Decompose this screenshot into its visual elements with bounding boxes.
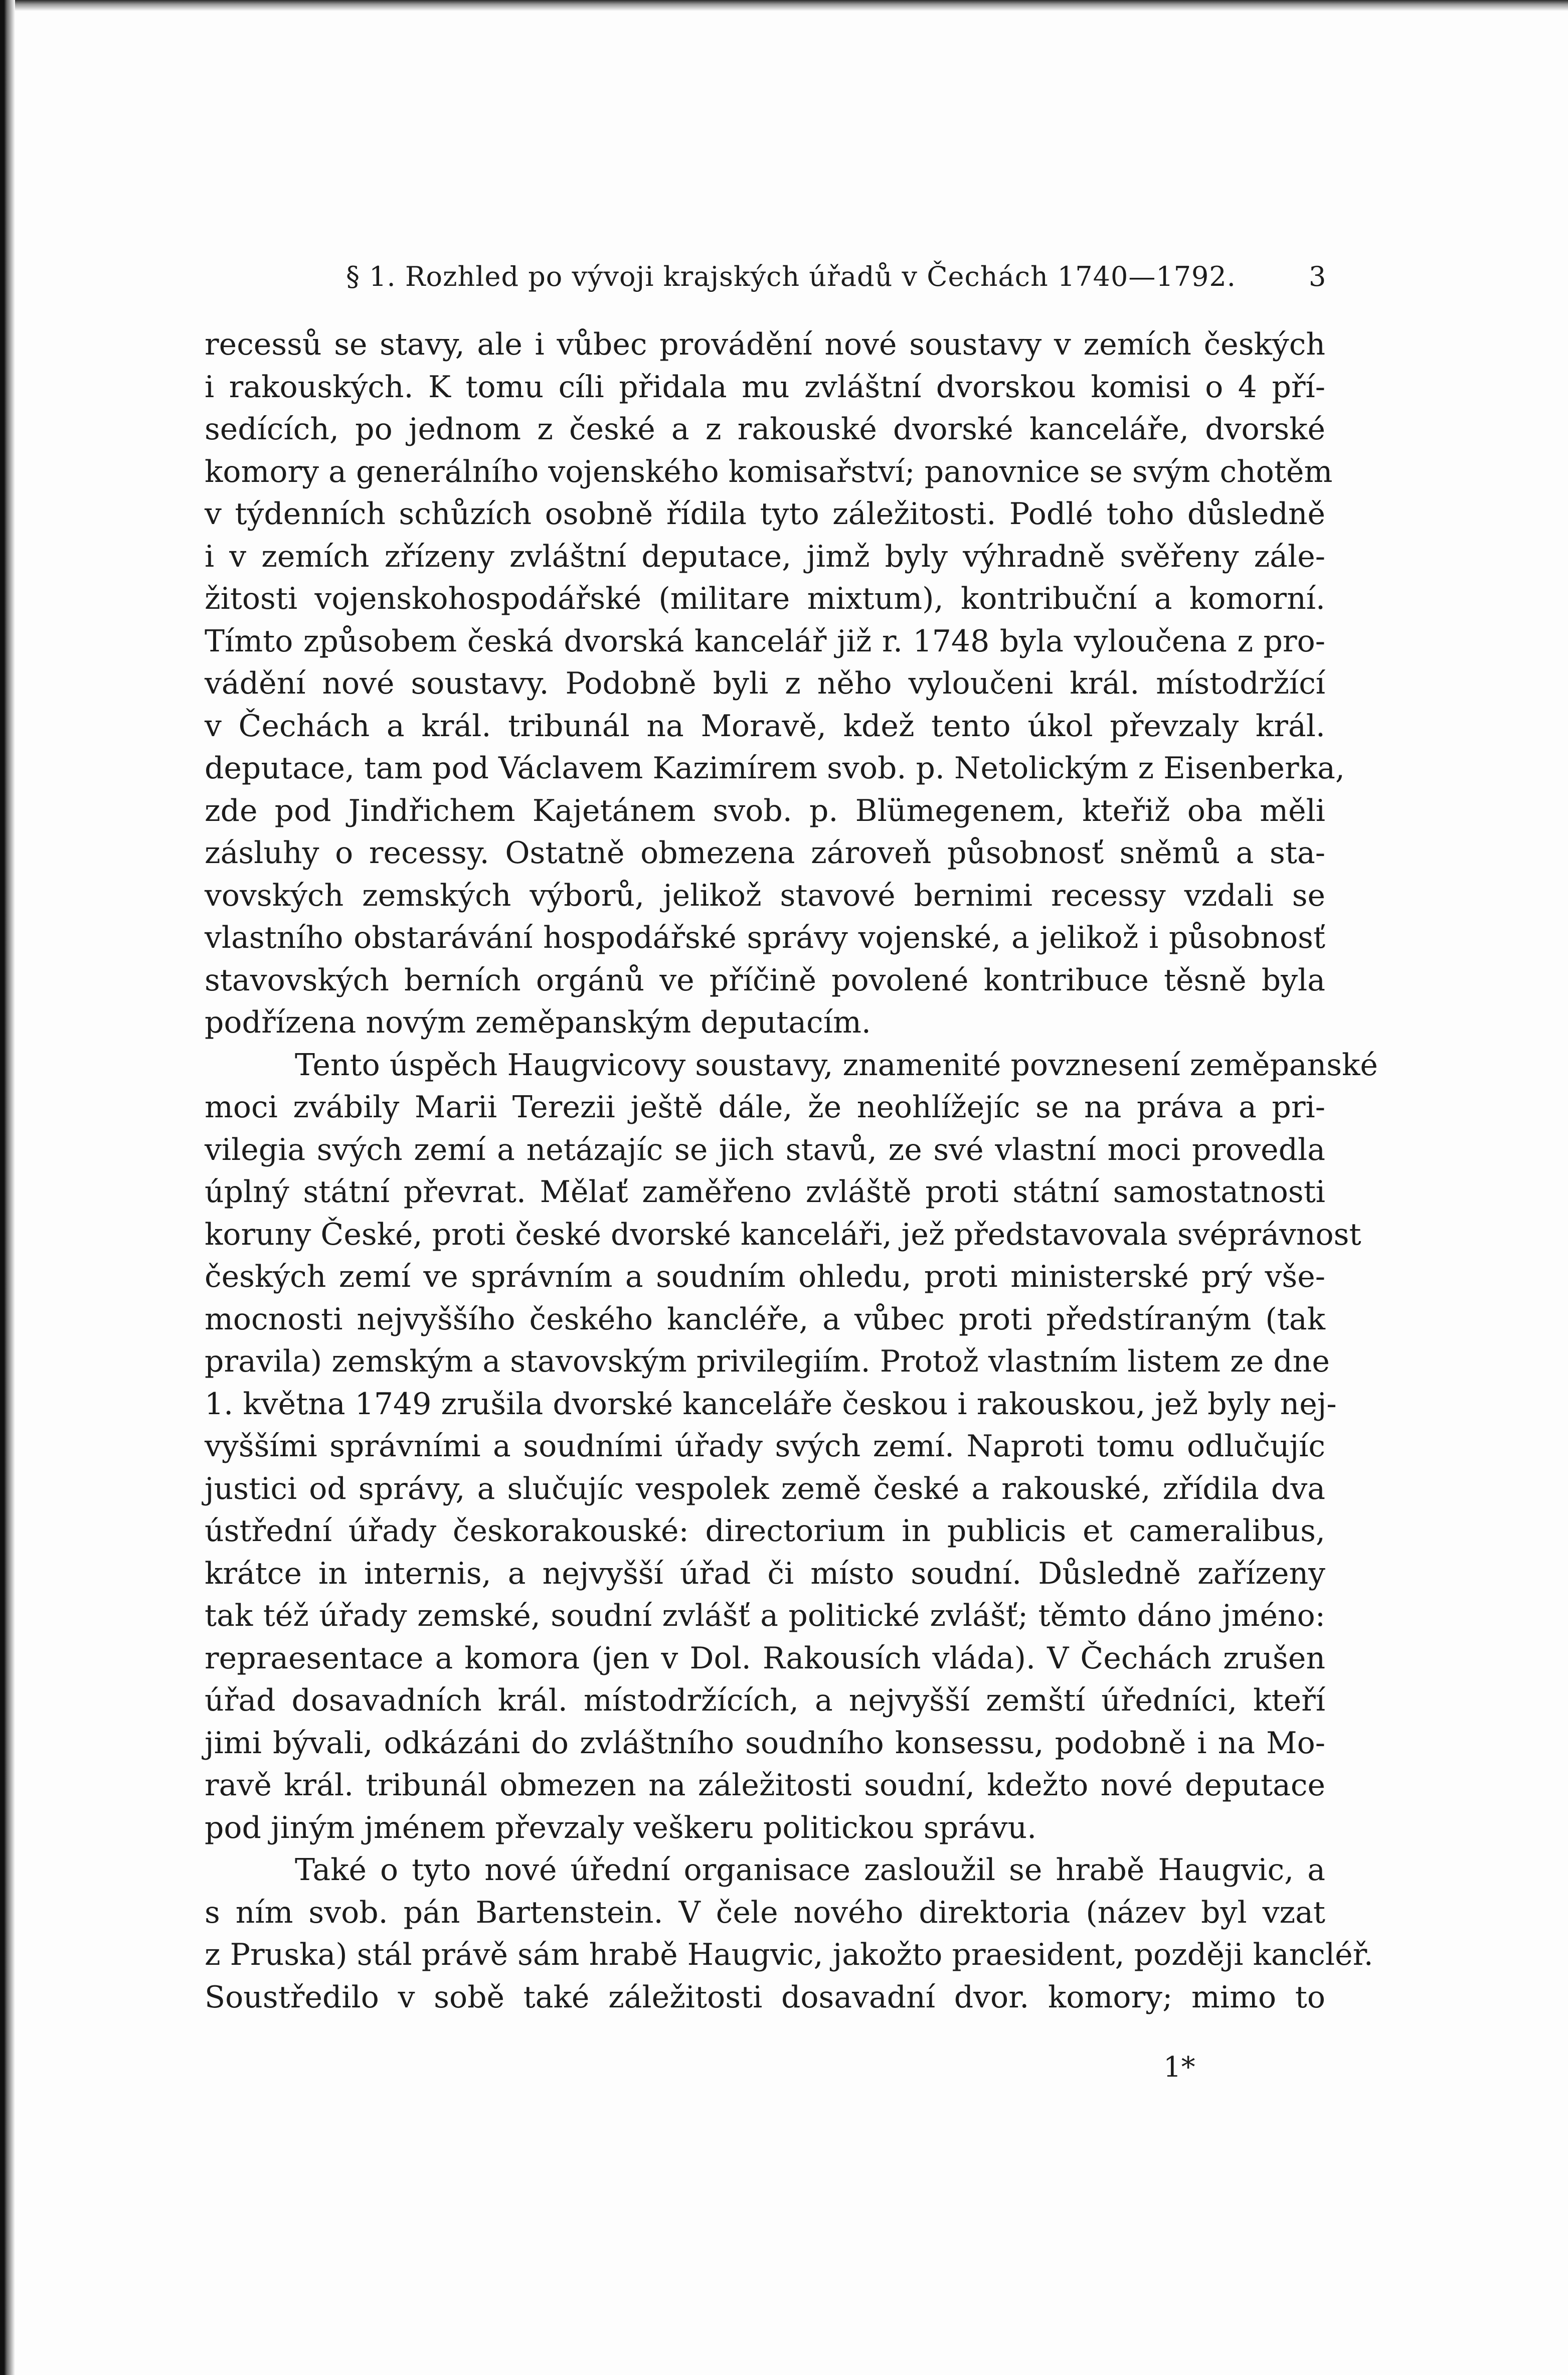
scan-top-edge: [0, 0, 1568, 11]
page-number: 3: [1309, 261, 1326, 292]
text-line: repraesentace a komora (jen v Dol. Rakousích vláda). V Čechách zrušen: [205, 1640, 1325, 1676]
text-line: krátce in internis, a nejvyšší úřad či místo soudní. Důsledně zařízeny: [205, 1556, 1325, 1591]
text-line: ústřední úřady českorakouské: directorium in publicis et cameralibus,: [205, 1513, 1325, 1549]
text-line: deputace, tam pod Václavem Kazimírem svob. p. Netolickým z Eisenberka,: [205, 751, 1345, 786]
text-line: vyššími správními a soudními úřady svých zemí. Naproti tomu odlučujíc: [205, 1429, 1325, 1464]
text-line: úřad dosavadních král. místodržících, a nejvyšší zemští úředníci, kteří: [205, 1683, 1325, 1718]
text-line: Také o tyto nové úřední organisace zasloužil se hrabě Haugvic, a: [295, 1852, 1325, 1888]
text-line: žitosti vojenskohospodářské (militare mixtum), kontribuční a komorní.: [205, 581, 1325, 616]
text-line: moci zvábily Marii Terezii ještě dále, že neohlížejíc se na práva a pri-: [205, 1090, 1325, 1125]
text-line: komory a generálního vojenského komisařství; panovnice se svým chotěm: [205, 454, 1333, 489]
text-line: i v zemích zřízeny zvláštní deputace, jimž byly výhradně svěřeny zále-: [205, 539, 1325, 574]
text-line: s ním svob. pán Bartenstein. V čele nového direktoria (název byl vzat: [205, 1895, 1325, 1930]
text-line: v Čechách a král. tribunál na Moravě, kdež tento úkol převzaly král.: [205, 708, 1325, 744]
text-line: vilegia svých zemí a netázajíc se jich stavů, ze své vlastní moci provedla: [205, 1132, 1325, 1167]
text-line: podřízena novým zeměpanským deputacím.: [205, 1005, 871, 1040]
text-line: Tímto způsobem česká dvorská kancelář již r. 1748 byla vyloučena z pro-: [205, 623, 1325, 659]
text-line: koruny České, proti české dvorské kanceláři, jež představovala svéprávnost: [205, 1217, 1361, 1252]
text-line: mocnosti nejvyššího českého kancléře, a vůbec proti předstíraným (tak: [205, 1301, 1325, 1337]
text-line: z Pruska) stál právě sám hrabě Haugvic, jakožto praesident, později kancléř.: [205, 1937, 1373, 1972]
text-line: ravě král. tribunál obmezen na záležitosti soudní, kdežto nové deputace: [205, 1768, 1325, 1803]
text-line: sedících, po jednom z české a z rakouské dvorské kanceláře, dvorské: [205, 412, 1325, 447]
running-head: § 1. Rozhled po vývoji krajských úřadů v Čechách 1740—1792.: [346, 261, 1236, 292]
text-line: úplný státní převrat. Mělať zaměřeno zvláště proti státní samostatnosti: [205, 1174, 1325, 1210]
text-line: jimi bývali, odkázáni do zvláštního soudního konsessu, podobně i na Mo-: [205, 1725, 1325, 1761]
body-text: [205, 323, 1378, 2018]
text-line: i rakouských. K tomu cíli přidala mu zvláštní dvorskou komisi o 4 pří-: [205, 369, 1325, 405]
text-line: Soustředilo v sobě také záležitosti dosavadní dvor. komory; mimo to: [205, 1979, 1325, 2015]
text-line: Tento úspěch Haugvicovy soustavy, znamenité povznesení zeměpanské: [295, 1047, 1378, 1083]
text-line: českých zemí ve správním a soudním ohledu, proti ministerské prý vše-: [205, 1259, 1325, 1294]
signature-mark: 1*: [1163, 2051, 1195, 2084]
text-line: stavovských berních orgánů ve příčině povolené kontribuce těsně byla: [205, 962, 1325, 998]
text-line: vovských zemských výborů, jelikož stavové bernimi recessy vzdali se: [205, 878, 1325, 913]
scan-left-edge: [0, 0, 15, 2375]
text-line: vádění nové soustavy. Podobně byli z něho vyloučeni král. místodržící: [205, 666, 1325, 701]
text-line: tak též úřady zemské, soudní zvlášť a politické zvlášť; těmto dáno jméno:: [205, 1598, 1325, 1633]
text-line: pod jiným jménem převzaly veškeru politickou správu.: [205, 1810, 1037, 1845]
text-line: v týdenních schůzích osobně řídila tyto záležitosti. Podlé toho důsledně: [205, 496, 1325, 532]
text-line: recessů se stavy, ale i vůbec provádění nové soustavy v zemích českých: [205, 327, 1325, 362]
text-line: zásluhy o recessy. Ostatně obmezena zároveň působnosť sněmů a sta-: [205, 835, 1325, 871]
text-line: vlastního obstarávání hospodářské správy vojenské, a jelikož i působnosť: [205, 920, 1325, 955]
text-line: 1. května 1749 zrušila dvorské kanceláře českou i rakouskou, jež byly nej-: [205, 1386, 1337, 1422]
text-line: pravila) zemským a stavovským privilegiím. Protož vlastním listem ze dne: [205, 1344, 1330, 1379]
text-line: justici od správy, a slučujíc vespolek země české a rakouské, zřídila dva: [205, 1471, 1325, 1506]
text-line: zde pod Jindřichem Kajetánem svob. p. Blümegenem, kteřiž oba měli: [205, 793, 1325, 828]
